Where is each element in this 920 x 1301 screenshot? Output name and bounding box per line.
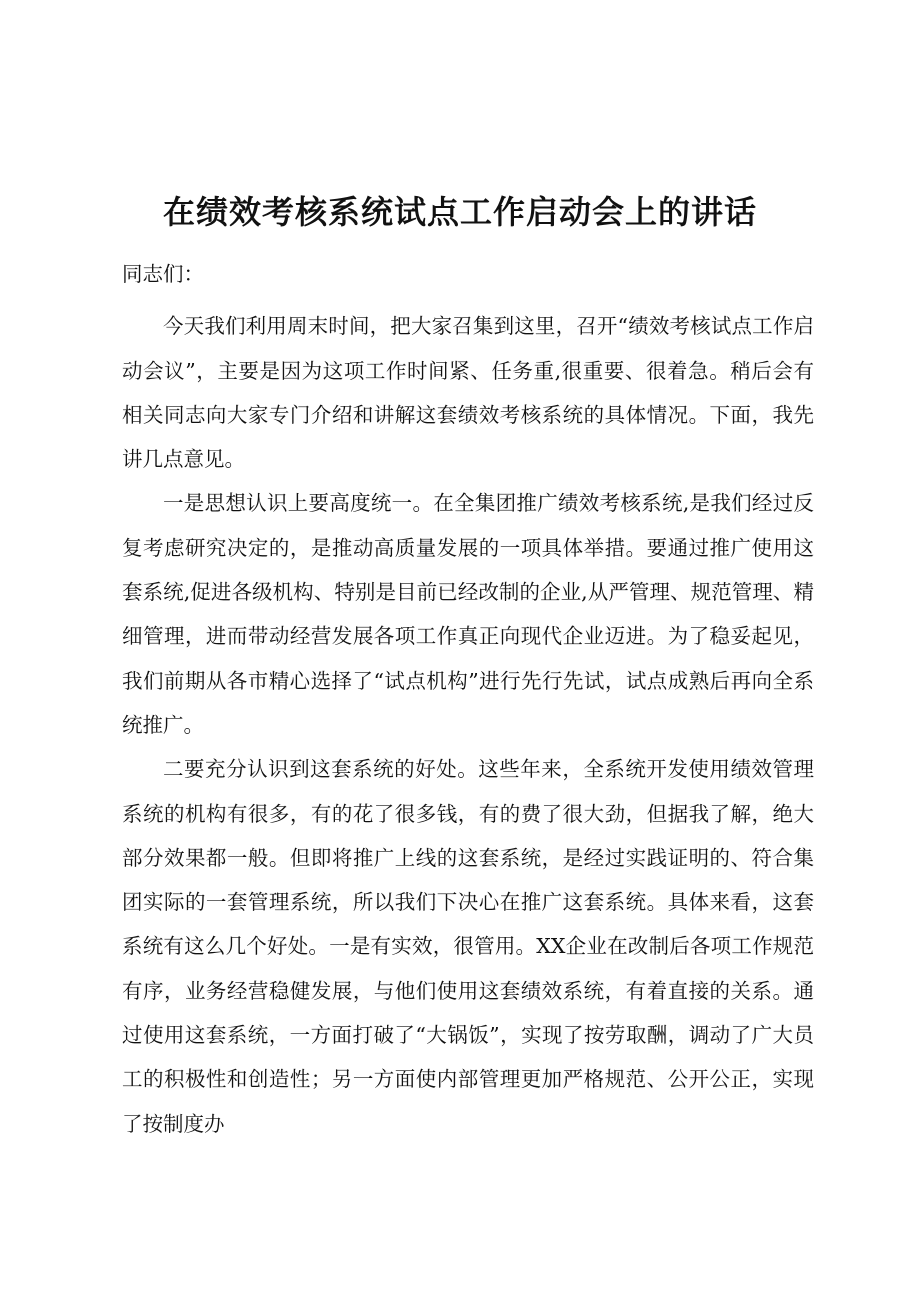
document-title: 在绩效考核系统试点工作启动会上的讲话 [162,193,757,231]
paragraph-point-two: 二要充分认识到这套系统的好处。这些年来，全系统开发使用绩效管理系统的机构有很多，有的花了很多钱，有的费了很大劲，但据我了解，绝大部分效果都一般。但即将推广上线的这套系统，是经过实践证明的、符合集团实际的一套管理系统，所以我们下决心在推广这套系统。具体来看，这套系统有这么几个好处。一是有实效，很管用。XX企业在改制后各项工作规范有序，业务经营稳健发展，与他们使用这套绩效系统，有着直接的关系。通过使用这套系统，一方面打破了“大锅饭”，实现了按劳取酬，调动了广大员工的积极性和创造性；另一方面使内部管理更加严格规范、公开公正，实现了按制度办 [122,757,814,1136]
document-body [122,252,814,1146]
paragraph-opening: 今天我们利用周末时间，把大家召集到这里，召开“绩效考核试点工作启动会议”，主要是因为这项工作时间紧、任务重,很重要、很着急。稍后会有相关同志向大家专门介绍和讲解这套绩效考核系统的具体情况。下面，我先讲几点意见。 [122,314,814,472]
paragraph-point-one: 一是思想认识上要高度统一。在全集团推广绩效考核系统,是我们经过反复考虑研究决定的，是推动高质量发展的一项具体举措。要通过推广使用这套系统,促进各级机构、特别是目前已经改制的企业,从严管理、规范管理、精细管理，进而带动经营发展各项工作真正向现代企业迈进。为了稳妥起见，我们前期从各市精心选择了“试点机构”进行先行先试，试点成熟后再向全系统推广。 [122,491,814,737]
salutation: 同志们： [122,262,204,286]
